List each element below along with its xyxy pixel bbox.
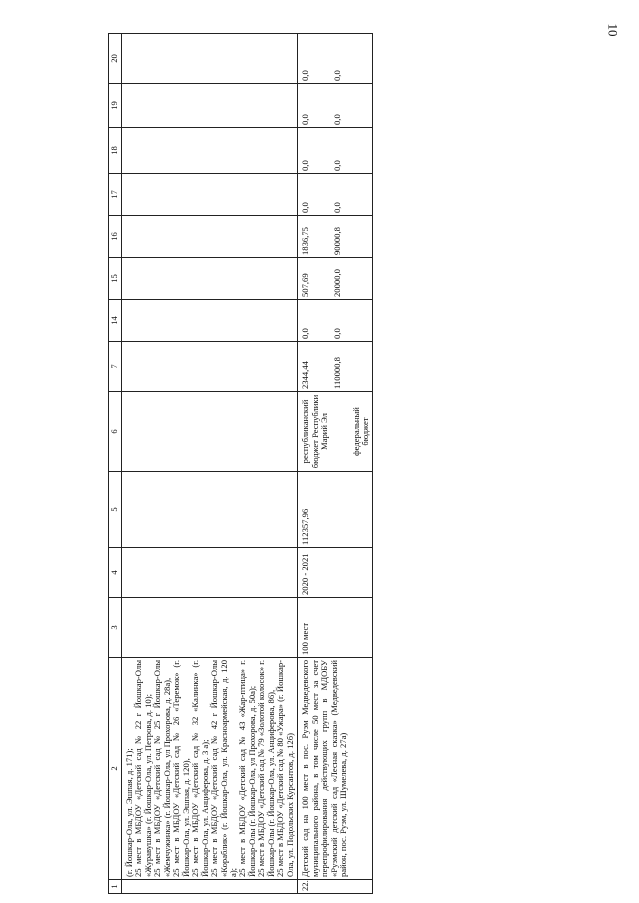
project-description: (г. Йошкар-Ола, ул. Эшпая, д. 171); 25 мест в МБДОУ «Детский сад № 22 г Йошкар-Олы «Журавушка» (г. Йошкар-Ола, ул. Петрова, д. 10); 25 мест в МБДОУ «Детский сад № 25 г Йошкар-Олы «Жемчужинка» (г. Йошкар-Ола, ул Прохорова, д. 28а), 25 мест в МБДОУ «Детский сад № 26 «Теремок» (г. Йошкар-Ола, ул. Эшпая, д. 120), 25 мест в МБДОУ «Детский сад № 32 «Калинка» (г. Йошкар-Ола, ул. Анциферова, д. 3 а); 25 мест в МБДОУ «Детский сад № 42 г Йошкар-Олы «Кораблик» (г. Йошкар-Ола, ул. Красноармейская, д. 120 а); 25 мест в МБДОУ «Детский сад № 43 «Жар-птица» г. Йошкар-Олы (г. Йошкар-Ола, ул Прохорова, д. 50а); 25 мест в МБДОУ «Детский сад № 79 «Золотой колосок» г. Йошкар-Олы (г. Йошкар-Ола, ул. Анциферова, 86), 25 мест в МБДОУ «Детский сад № 80 «Ужара» (г. Йошкар-Ола, ул. Подольских Курсантов, д. 12б) bbox=[122, 658, 298, 880]
column-header: 1 bbox=[109, 880, 122, 894]
value-col-16: 1836,75 90000,8 bbox=[298, 216, 373, 258]
column-header: 16 bbox=[109, 216, 122, 258]
column-header: 6 bbox=[109, 392, 122, 472]
column-header: 2 bbox=[109, 658, 122, 880]
row-number: 22. bbox=[298, 880, 373, 894]
document-body bbox=[108, 34, 628, 894]
funding-source-republic: республиканский бюджет Республики Марий Эл bbox=[300, 394, 330, 469]
investment-table bbox=[108, 33, 373, 894]
column-header: 3 bbox=[109, 598, 122, 658]
table-row-22 bbox=[298, 34, 373, 894]
capacity-cell: 100 мест bbox=[298, 598, 373, 658]
column-header: 4 bbox=[109, 548, 122, 598]
value-col-7: 2344,44 110000,8 bbox=[298, 342, 373, 392]
column-header: 5 bbox=[109, 472, 122, 548]
column-header: 17 bbox=[109, 174, 122, 216]
column-header: 14 bbox=[109, 300, 122, 342]
value-col-19: 0,0 0,0 bbox=[298, 84, 373, 128]
value-col-18: 0,0 0,0 bbox=[298, 128, 373, 174]
period-cell: 2020 - 2021 bbox=[298, 548, 373, 598]
funding-sources bbox=[298, 392, 373, 472]
table-row-continuation bbox=[122, 34, 298, 894]
column-header: 18 bbox=[109, 128, 122, 174]
value-col-15: 507,69 20000,0 bbox=[298, 258, 373, 300]
column-header: 7 bbox=[109, 342, 122, 392]
page-number: 10 bbox=[605, 23, 621, 37]
column-header: 15 bbox=[109, 258, 122, 300]
value-col-14: 0,0 0,0 bbox=[298, 300, 373, 342]
value-col-20: 0,0 0,0 bbox=[298, 34, 373, 84]
project-description: Детский сад на 100 мест в пос. Руэм Медведевского муниципального района, в том числе 50 мест за счет перепрофилирования действующих групп в МДОБУ «Руэмский детский сад «Лесная сказка» (Медведевский район, пос. Руэм, ул. Шумелева, д. 27а) bbox=[298, 658, 373, 880]
column-header: 20 bbox=[109, 34, 122, 84]
funding-source-federal: федеральный бюджет bbox=[350, 407, 370, 456]
header-row bbox=[109, 34, 122, 894]
value-col-17: 0,0 0,0 bbox=[298, 174, 373, 216]
total-cell: 112357,96 bbox=[298, 472, 373, 548]
column-header: 19 bbox=[109, 84, 122, 128]
